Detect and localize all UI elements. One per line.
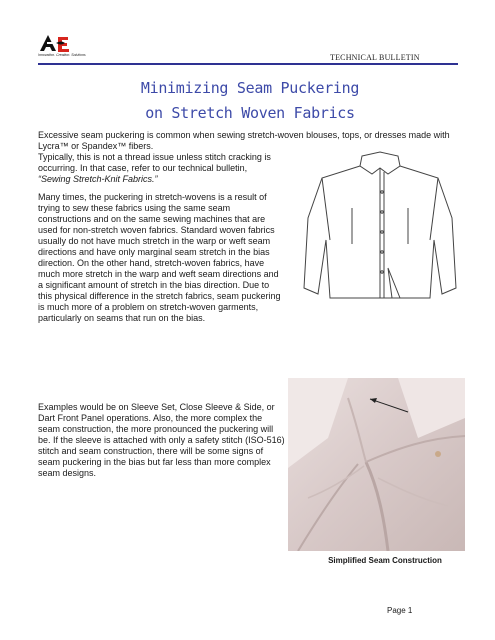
intro-text-a: Excessive seam puckering is common when sewing stretch-woven blouses, tops, or dresses made with Lycra™ or Spandex™ fibers. <box>38 130 450 151</box>
body-paragraph-2: Many times, the puckering in stretch-wovens is a result of trying to sew these fabrics using the same seam constructions and on the same sewing machines that are used for non-stretch woven fabrics. Standard woven fabrics usually do not have much stretch in the warp or weft seam directions and have only marginal seam stretch in the bias direction. On the other hand, stretch-woven fabrics, have much more stretch in the warp and weft seam directions and a significant amount of stretch in the bias direction. Due to this physical difference in the stretch fabrics, seam puckering is much more of a problem on stretch-woven garments, particularly on seams that run on the bias. <box>38 192 281 323</box>
page-number: Page 1 <box>387 606 413 615</box>
shirt-illustration <box>300 148 460 300</box>
company-logo <box>38 33 98 63</box>
shirt-icon <box>300 148 460 300</box>
bulletin-reference: “Sewing Stretch-Knit Fabrics.” <box>38 174 158 184</box>
logo-mark-icon <box>38 33 98 53</box>
page-title <box>100 76 400 126</box>
header-rule <box>38 63 458 65</box>
intro-text-b-body: Typically, this is not a thread issue unless stitch cracking is occurring. In that case, refer to our technical bulletin, <box>38 152 271 173</box>
logo-tagline: Innovation. Creation. Solutions <box>38 53 86 57</box>
bulletin-label: TECHNICAL BULLETIN <box>330 53 420 62</box>
figure-caption: Simplified Seam Construction <box>328 556 442 565</box>
fabric-photo-icon <box>288 378 465 551</box>
title-line-1: Minimizing Seam Puckering <box>140 79 360 97</box>
body-paragraph-3: Examples would be on Sleeve Set, Close Sleeve & Side, or Dart Front Panel operations. Also, the more complex the seam construction, the more pronounced the puckering will be. If the sleeve is attached with only a safety stitch (ISO-516) stitch and seam construction, there will be some signs of seam puckering in the bias but far less than more complex seam designs. <box>38 402 285 478</box>
title-line-2: on Stretch Woven Fabrics <box>145 104 355 122</box>
intro-text-b <box>38 152 278 185</box>
seam-photo <box>288 378 465 551</box>
